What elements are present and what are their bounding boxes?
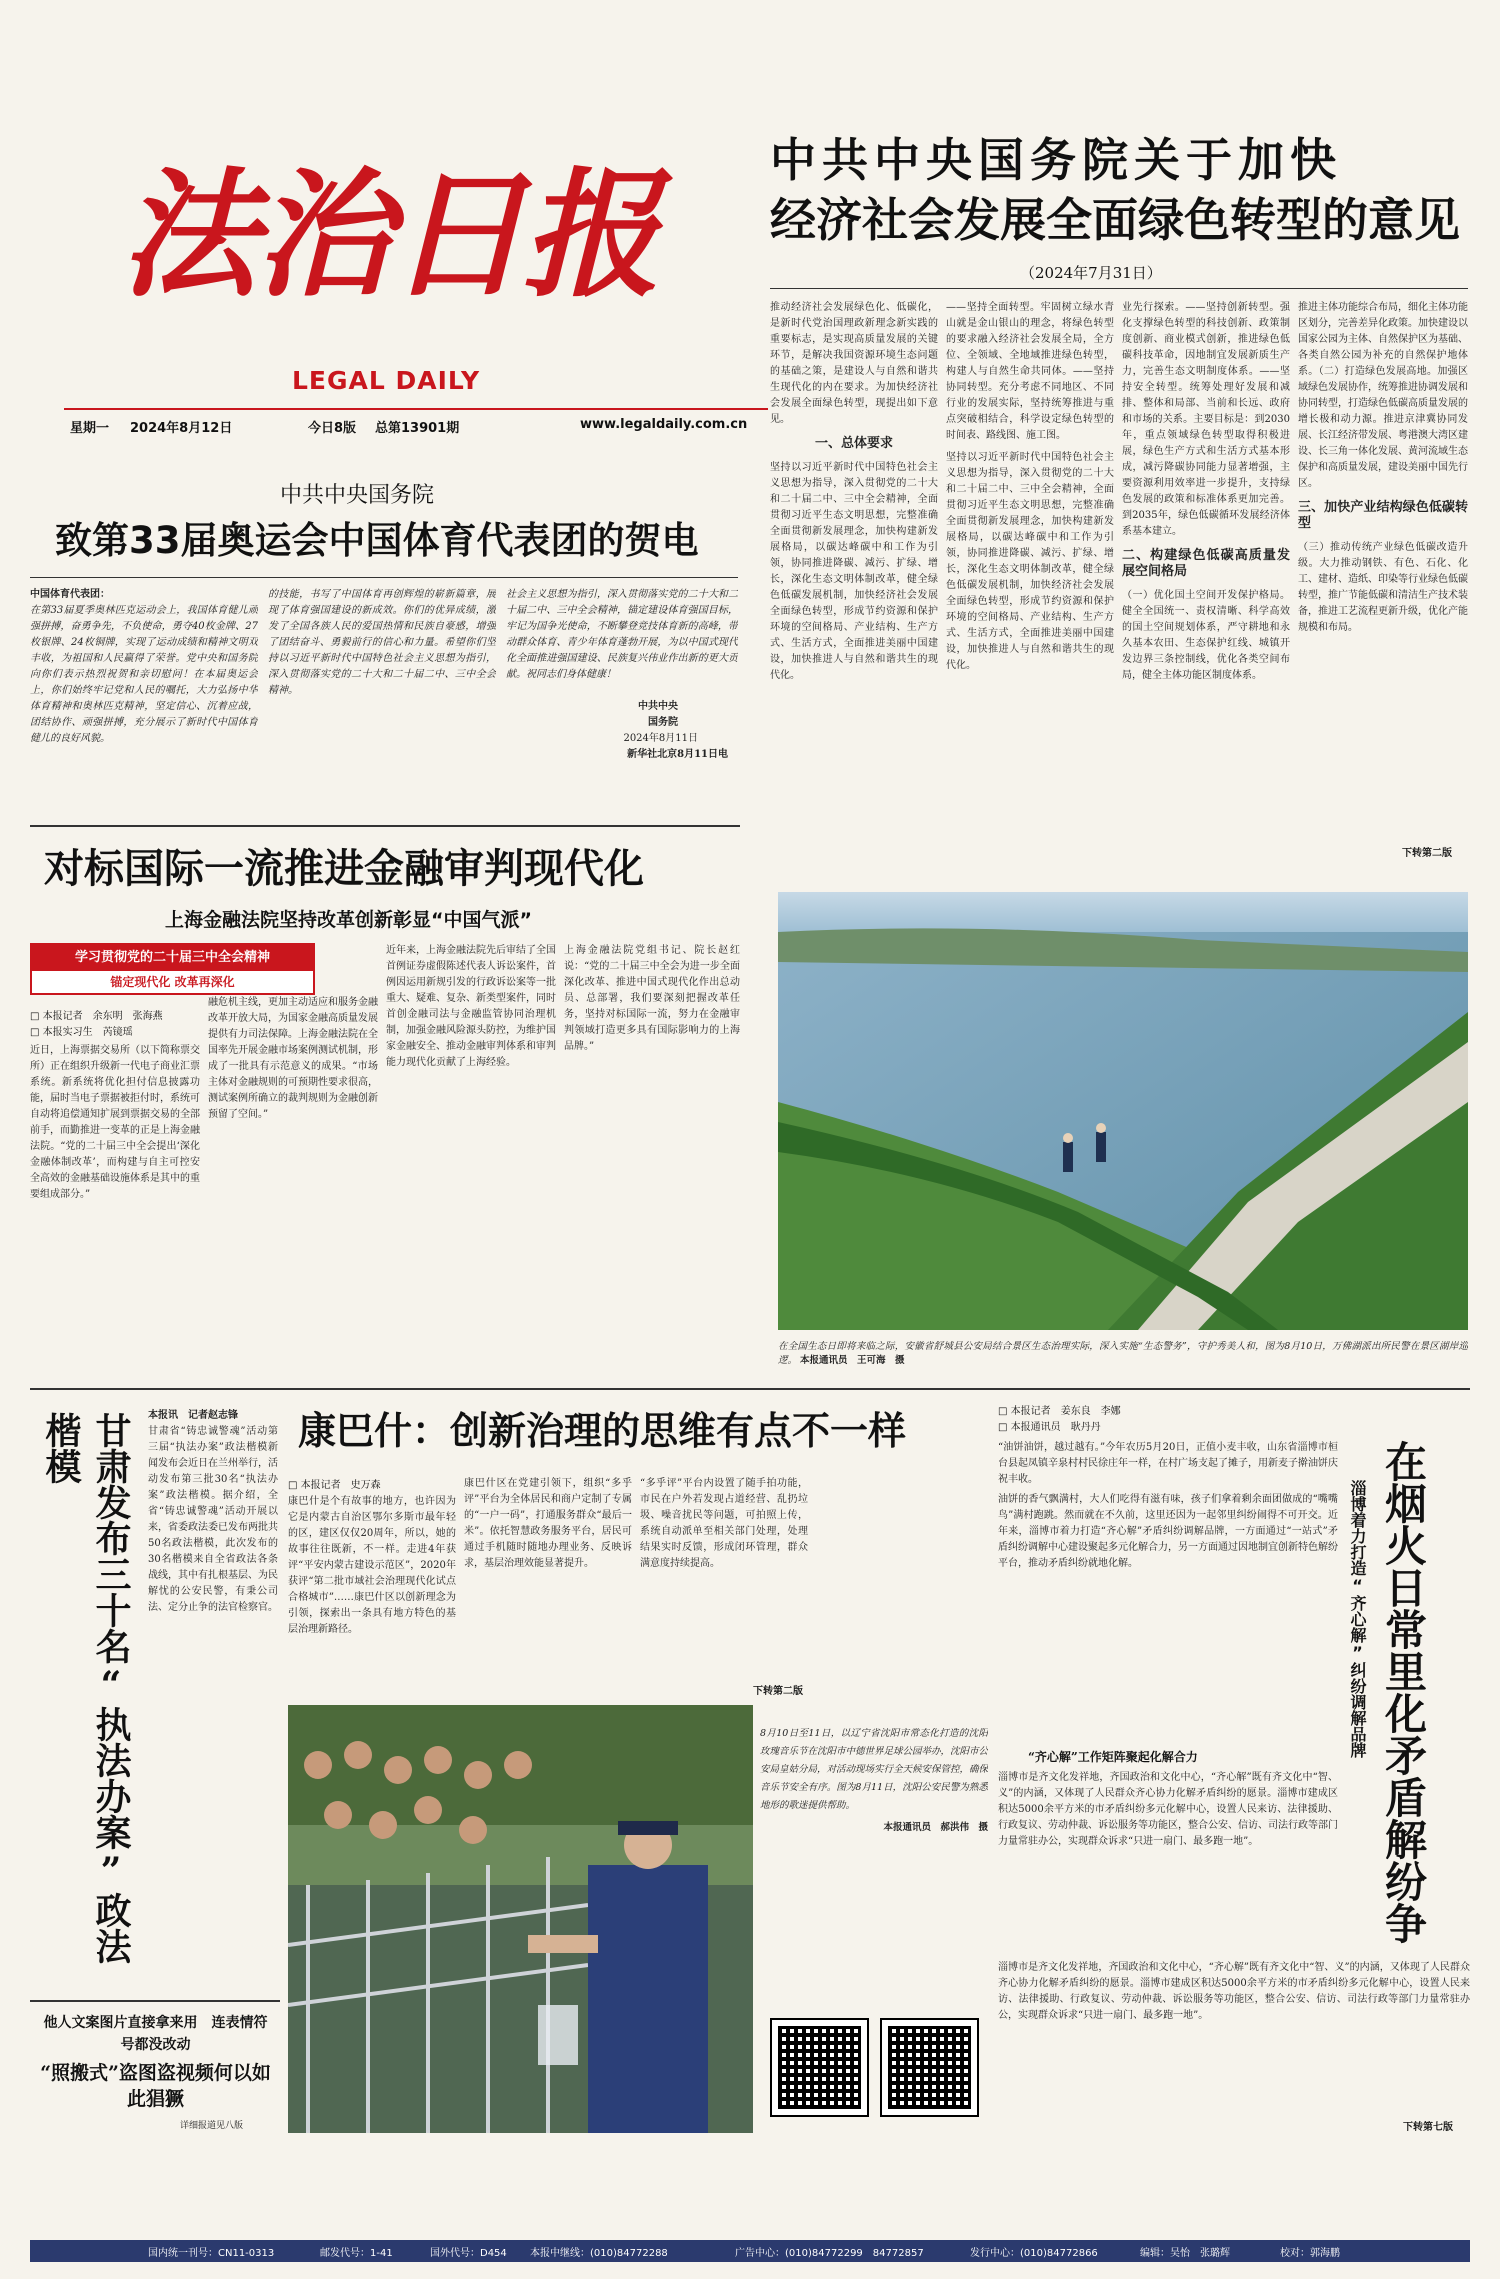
congrats-source: 新华社北京8月11日电 xyxy=(627,749,728,760)
footer-domestic: 国内统一刊号：CN11-0313 xyxy=(148,2248,275,2259)
footer-hotline: 本报中继线：(010)84772288 xyxy=(530,2248,668,2259)
concert-caption-credit: 本报通讯员 郝洪伟 摄 xyxy=(883,1822,988,1833)
congrats-sign-date: 2024年8月11日 xyxy=(623,733,698,744)
lead-body-4: 推进主体功能综合布局，细化主体功能区划分，完善差异化政策。加快建设以国家公园为主体、自然保护区为基础、各类自然公园为补充的自然保护地体系。（二）打造绿色发展高地。加强区域绿色发展协作，统筹推进协调发展和协同转型，打造绿色低碳高质量发展的增长极和动力源。推进京津冀协同发展、长江经济带发展、粤港澳大湾区建设、长三角一体化发展、黄河流域生态保护和高质量发展，建设美丽中国先行区。 xyxy=(1298,302,1468,489)
lead-column-2 xyxy=(946,300,1114,880)
congrats-body-1: 在第33届夏季奥林匹克运动会上，我国体育健儿顽强拼搏，奋勇争先，不负使命，勇夺40枚金牌、27枚银牌、24枚铜牌，实现了运动成绩和精神文明双丰收，为祖国和人民赢得了荣誉。党中央和国务院向你们表示热烈祝贺和亲切慰问！在本届奥运会上，你们始终牢记党和人民的嘱托，大力弘扬中华体育精神和奥林匹克精神，坚定信心、沉着应战，团结协作、顽强拼搏，充分展示了新时代中国体育健儿的良好风貌。 xyxy=(30,605,258,744)
study-banner-title: 学习贯彻党的二十届三中全会精神 xyxy=(32,945,313,971)
lead-section-heading-1: 一、总体要求 xyxy=(814,436,893,451)
zibo-title: 在烟火日常里化矛盾解纷争 xyxy=(1379,1440,1428,1944)
lead-body-4b: （三）推动传统产业绿色低碳改造升级。大力推动钢铁、有色、石化、化工、建材、造纸、印染等行业绿色低碳转型，推广节能低碳和清洁生产技术装备，推进工艺流程更新升级，优化产能规模和布局。 xyxy=(1298,542,1468,633)
congrats-salutation: 中国体育代表团： xyxy=(30,589,110,600)
concert-photo xyxy=(288,1705,753,2133)
masthead-pages: 今日8版 xyxy=(308,421,357,436)
lead-body-1: 坚持以习近平新时代中国特色社会主义思想为指导，深入贯彻党的二十大和二十届二中、三中全会精神，全面贯彻习近平生态文明思想，完整准确全面贯彻新发展理念，加快构建新发展格局，以碳达峰碳中和工作为引领，协同推进降碳、减污、扩绿、增长，深化生态文明体制改革，健全绿色低碳发展机制，加快经济社会发展全面绿色转型，形成节约资源和保护环境的空间格局、产业结构、生产方式、生活方式，全面推进美丽中国建设，加快推进人与自然和谐共生的现代化。 xyxy=(770,462,938,681)
congrats-body-3: 社会主义思想为指引，深入贯彻落实党的二十大和二十届二中、三中全会精神，锚定建设体育强国目标，牢记为国争光使命，不断攀登竞技体育新的高峰，带动群众体育、青少年体育蓬勃开展，为以中国式现代化全面推进强国建设、民族复兴伟业作出新的更大贡献。祝同志们身体健康！ xyxy=(506,589,738,680)
qr-code-left[interactable] xyxy=(772,2020,867,2115)
patrol-caption-credit: 本报通讯员 王可海 摄 xyxy=(800,1355,905,1366)
footer-ads: 广告中心：(010)84772299 84772857 xyxy=(735,2248,924,2259)
cross-ref-headline: “照搬式”盗图盗视频何以如此猖獗 xyxy=(40,2062,271,2110)
lead-continue[interactable]: 下转第二版 xyxy=(1400,844,1454,859)
lead-title-line1: 中共中央国务院关于加快 xyxy=(770,133,1342,187)
lead-column-3 xyxy=(1122,300,1290,880)
masthead-date: 2024年8月12日 xyxy=(130,421,233,436)
qr-code-right[interactable] xyxy=(882,2020,977,2115)
finance-column-3: 近年来，上海金融法院先后审结了全国首例证券虚假陈述代表人诉讼案件，首例因运用新规引发的行政诉讼案等一批重大、疑难、复杂、新类型案件，同时首创金融司法与金融监管协同治理机制，加强金融风险源头防控，为维护国家金融安全、推动金融审判体系和审判能力现代化贡献了上海经验。 xyxy=(386,945,556,1068)
cross-ref-box[interactable] xyxy=(30,2000,280,2130)
finance-byline-2: □ 本报实习生 芮镜瑶 xyxy=(30,1027,133,1038)
patrol-photo xyxy=(778,892,1468,1330)
gansu-byline: 本报讯 记者赵志锋 xyxy=(148,1410,238,1421)
lead-body-3: 业先行探索。——坚持创新转型。强化支撑绿色转型的科技创新、政策制度创新、商业模式创新，推进绿色低碳科技革命，因地制宜发展新质生产力，完善生态文明制度体系。——坚持安全转型。统筹处理好发展和减排、整体和局部、当前和长远、政府和市场的关系。主要目标是：到2030年，重点领域绿色转型取得积极进展，绿色生产方式和生活方式基本形成，减污降碳协同能力显著增强，主要资源利用效率进一步提升，支持绿色发展的政策和标准体系更加完善。到2035年，绿色低碳循环发展经济体系基本建立。 xyxy=(1122,302,1290,537)
cross-ref-more: 详细报道见八版 xyxy=(180,2121,244,2131)
concert-photo-caption xyxy=(760,1725,988,1975)
gansu-article xyxy=(30,1400,280,2135)
zibo-article xyxy=(998,1400,1470,2135)
zibo-lead: “油饼油饼，越过越有。”今年农历5月20日，正值小麦丰收，山东省淄博市桓台县起凤镇辛泉村村民徐庄年一样，在村广场支起了摊子，用新麦子擀油饼庆祝丰收。 xyxy=(998,1442,1338,1485)
patrol-photo-caption xyxy=(778,1340,1468,1380)
lead-column-1 xyxy=(770,300,938,880)
footer-foreign: 国外代号：D454 xyxy=(430,2248,507,2259)
congrats-article xyxy=(30,445,740,815)
mid-divider xyxy=(30,1388,1470,1390)
masthead-issue: 总第13901期 xyxy=(375,421,460,436)
congrats-column-1 xyxy=(30,587,258,807)
gansu-title: 甘肃发布三十名“执法办案”政法楷模 xyxy=(40,1412,132,1964)
kangbashi-column-3: “多乎评”平台内设置了随手拍功能，市民在户外若发现占道经营、乱扔垃圾、噪音扰民等问题，可拍照上传，系统自动派单至相关部门处理，处理结果实时反馈，形成闭环管理，群众满意度持续提高。 xyxy=(640,1478,808,1569)
congrats-rule xyxy=(30,577,738,578)
congrats-sign-council: 国务院 xyxy=(648,717,678,728)
masthead-weekday: 星期一 xyxy=(70,421,110,436)
zibo-subhead: “齐心解”工作矩阵聚起化解合力 xyxy=(1028,1750,1198,1764)
study-banner-sub: 锚定现代化 改革再深化 xyxy=(110,975,235,989)
zibo-byline-1: □ 本报记者 姜东良 李娜 xyxy=(998,1406,1121,1417)
zibo-subtitle: 淄博着力打造“齐心解”纠纷调解品牌 xyxy=(1348,1480,1367,1758)
cross-ref-title: 他人文案图片直接拿来用 连表情符号都没改动 xyxy=(43,2015,268,2053)
zibo-column-1 xyxy=(998,1440,1338,1740)
footer-bar xyxy=(30,2240,1470,2262)
lead-body-3b: （一）优化国土空间开发保护格局。健全全国统一、责权清晰、科学高效的国土空间规划体系，严守耕地和永久基本农田、生态保护红线、城镇开发边界三条控制线，优化各类空间布局，健全主体功能区制度体系。 xyxy=(1122,590,1290,681)
lead-column-4 xyxy=(1298,300,1468,880)
masthead-english: LEGAL DAILY xyxy=(292,366,481,395)
masthead-title: 法治日报 xyxy=(120,153,657,316)
lead-body-2b: 坚持以习近平新时代中国特色社会主义思想为指导，深入贯彻党的二十大和二十届二中、三中全会精神，全面贯彻习近平生态文明思想，完整准确全面贯彻新发展理念，加快构建新发展格局，以碳达峰碳中和工作为引领，协同推进降碳、减污、扩绿、增长，深化生态文明体制改革，健全绿色低碳发展机制，加快经济社会发展全面绿色转型，形成节约资源和保护环境的空间格局、产业结构、生产方式、生活方式，全面推进美丽中国建设，加快推进人与自然和谐共生的现代化。 xyxy=(946,452,1114,671)
gansu-body xyxy=(148,1408,278,1976)
kangbashi-column-2: 康巴什区在党建引领下，组织“多乎评”平台为全体居民和商户定制了专属的“一户一码”，打通服务群众“最后一米”。依托智慧政务服务平台，居民可通过手机随时随地办理业务、反映诉求，基层治理效能显著提升。 xyxy=(464,1478,632,1569)
zibo-column-3: 淄博市是齐文化发祥地，齐国政治和文化中心，“齐心解”既有齐文化中“智、义”的内涵，又体现了人民群众齐心协力化解矛盾纠纷的愿景。淄博市建成区积达5000余平方米的市矛盾纠纷多元化解中心，设置人民来访、法律援助、行政复议、劳动仲裁、诉讼服务等功能区，整合公安、信访、司法行政等部门力量常驻办公，实现群众诉求“只进一扇门、最多跑一地”。 xyxy=(998,1962,1470,2021)
study-banner xyxy=(30,943,315,995)
lead-title-line2: 经济社会发展全面绿色转型的意见 xyxy=(770,193,1460,247)
gansu-text: 甘肃省“铸忠诚警魂”活动第三届“执法办案”政法楷模新闻发布会近日在兰州举行，活动发布第三批30名“执法办案”政法楷模。据介绍，全省“铸忠诚警魂”活动开展以来，省委政法委已发布两批共50名政法楷模，此次发布的30名楷模来自全省政法各条战线，其中有扎根基层、为民解忧的公安民警，有秉公司法、定分止争的法官检察官。 xyxy=(148,1426,278,1613)
masthead-rule xyxy=(64,408,768,410)
zibo-column-2: 淄博市是齐文化发祥地，齐国政治和文化中心，“齐心解”既有齐文化中“智、义”的内涵，又体现了人民群众齐心协力化解矛盾纠纷的愿景。淄博市建成区积达5000余平方米的市矛盾纠纷多元化解中心，设置人民来访、法律援助、行政复议、劳动仲裁、诉讼服务等功能区，整合公安、信访、司法行政等部门力量常驻办公，实现群众诉求“只进一扇门、最多跑一地”。 xyxy=(998,1772,1338,1847)
lead-body-2: ——坚持全面转型。牢固树立绿水青山就是金山银山的理念，将绿色转型的要求融入经济社会发展全局，全方位、全领域、全地域推进绿色转型，构建人与自然生命共同体。——坚持协同转型。充分考虑不同地区、不同行业的发展实际，坚持统筹推进与重点突破相结合，科学设定绿色转型的时间表、路线图、施工图。 xyxy=(946,302,1114,441)
finance-column-4: 上海金融法院党组书记、院长赵红说：“党的二十届三中全会为进一步全面深化改革、推进中国式现代化作出总动员、总部署，我们要深刻把握改革任务，坚持对标国际一流，努力在金融审判领域打造更多具有国际影响力的上海品牌。” xyxy=(564,945,740,1052)
lead-date: （2024年7月31日） xyxy=(1020,264,1162,282)
kangbashi-article xyxy=(288,1400,988,2135)
masthead-website[interactable]: www.legaldaily.com.cn xyxy=(580,417,748,432)
masthead xyxy=(30,40,770,440)
finance-byline-1: □ 本报记者 余东明 张海燕 xyxy=(30,1011,163,1022)
kangbashi-continue[interactable]: 下转第二版 xyxy=(753,1686,803,1697)
footer-distribution: 发行中心：(010)84772866 xyxy=(970,2248,1098,2259)
concert-photo-image xyxy=(288,1705,753,2133)
lead-rule xyxy=(770,288,1468,289)
congrats-title: 致第33届奥运会中国体育代表团的贺电 xyxy=(55,519,699,562)
finance-top-rule xyxy=(30,825,740,827)
finance-subtitle: 上海金融法院坚持改革创新彰显“中国气派” xyxy=(165,909,532,931)
congrats-sign-party: 中共中央 xyxy=(638,701,678,712)
zibo-byline-2: □ 本报通讯员 耿丹丹 xyxy=(998,1422,1101,1433)
kangbashi-title: 康巴什：创新治理的思维有点不一样 xyxy=(298,1409,907,1453)
footer-postal: 邮发代号：1-41 xyxy=(320,2248,393,2259)
lead-intro: 推动经济社会发展绿色化、低碳化，是新时代党治国理政新理念新实践的重要标志，是实现高质量发展的关键环节，是解决我国资源环境生态问题的基础之策，是建设人与自然和谐共生现代化的内在要求。为加快经济社会发展全面绿色转型，现提出如下意见。 xyxy=(770,302,938,425)
patrol-caption-text: 在全国生态日即将来临之际，安徽省舒城县公安局结合景区生态治理实际，深入实施“生态警务”，守护秀美人和，图为8月10日，万佛湖派出所民警在景区湖岸巡逻。 xyxy=(778,1341,1468,1366)
congrats-column-3 xyxy=(506,587,738,807)
lead-article xyxy=(770,120,1470,890)
finance-title: 对标国际一流推进金融审判现代化 xyxy=(44,846,644,892)
concert-caption-text: 8月10日至11日，以辽宁省沈阳市常态化打造的沈阳玫瑰音乐节在沈阳市中德世界足球公园举办，沈阳市公安局皇姑分局，对活动现场实行全天候安保管控，确保音乐节安全有序。图为8月11日，沈阳公安民警为熟悉地形的歌迷提供帮助。 xyxy=(760,1728,988,1811)
patrol-photo-image xyxy=(778,892,1468,1330)
kangbashi-byline: □ 本报记者 史万森 xyxy=(288,1480,381,1491)
finance-article xyxy=(30,825,760,1385)
congrats-column-2: 的技能，书写了中国体育再创辉煌的崭新篇章，展现了体育强国建设的新成效。你们的优异成绩，激发了全国各族人民的爱国热情和民族自豪感，增强了团结奋斗、勇毅前行的信心和力量。希望你们坚持以习近平新时代中国特色社会主义思想为指引，深入贯彻落实党的二十大和二十届二中、三中全会精神。 xyxy=(268,589,496,696)
footer-editor: 编辑：吴怡 张璐辉 xyxy=(1140,2248,1230,2259)
congrats-kicker: 中共中央国务院 xyxy=(280,483,435,508)
zibo-body-1: 油饼的香气飘满村，大人们吃得有滋有味，孩子们拿着剩余面团做成的“嘴嘴鸟”满村跑跳。然而就在不久前，这里还因为一起邻里纠纷闹得不可开交。近年来，淄博市着力打造“齐心解”矛盾纠纷调解品牌，一方面通过“一站式”矛盾纠纷调解中心建设聚起多元化解合力，另一方面通过因地制宜创新特色解纷平台，推动矛盾纠纷就地化解。 xyxy=(998,1494,1338,1569)
finance-column-1: 近日，上海票据交易所（以下简称票交所）正在组织升级新一代电子商业汇票系统。新系统将优化担付信息披露功能，届时当电子票据被拒付时，系统可自动将追偿通知扩展到票据交易的全部前手，而勤推进一变革的正是上海金融法院。“党的二十届三中全会提出‘深化金融体制改革’，而构建与自主可控安全高效的金融基础设施体系是其中的重要组成部分。” xyxy=(30,1045,200,1200)
lead-section-heading-2: 二、构建绿色低碳高质量发展空间格局 xyxy=(1122,548,1290,579)
zibo-continue[interactable]: 下转第七版 xyxy=(1403,2122,1453,2133)
lead-section-heading-3: 三、加快产业结构绿色低碳转型 xyxy=(1298,500,1468,531)
kangbashi-column-1: 康巴什是个有故事的地方，也许因为它是内蒙古自治区鄂尔多斯市最年轻的区，建区仅仅20周年，所以，她的故事往往既新，不一样。走进4年获评“平安内蒙古建设示范区”，2020年获评“第二批市域社会治理现代化试点合格城市”……康巴什区以创新理念为引领，探索出一条具有地方特色的基层治理新路径。 xyxy=(288,1496,456,1635)
finance-column-2: 融危机主线，更加主动适应和服务金融改革开放大局，为国家金融高质量发展提供有力司法保障。上海金融法院在全国率先开展金融市场案例测试机制，形成了一批具有示范意义的成果。“市场主体对金融规则的可预期性要求很高，测试案例所确立的裁判规则为金融创新预留了空间。” xyxy=(208,997,378,1120)
footer-proof: 校对：郭海鹏 xyxy=(1280,2248,1340,2259)
